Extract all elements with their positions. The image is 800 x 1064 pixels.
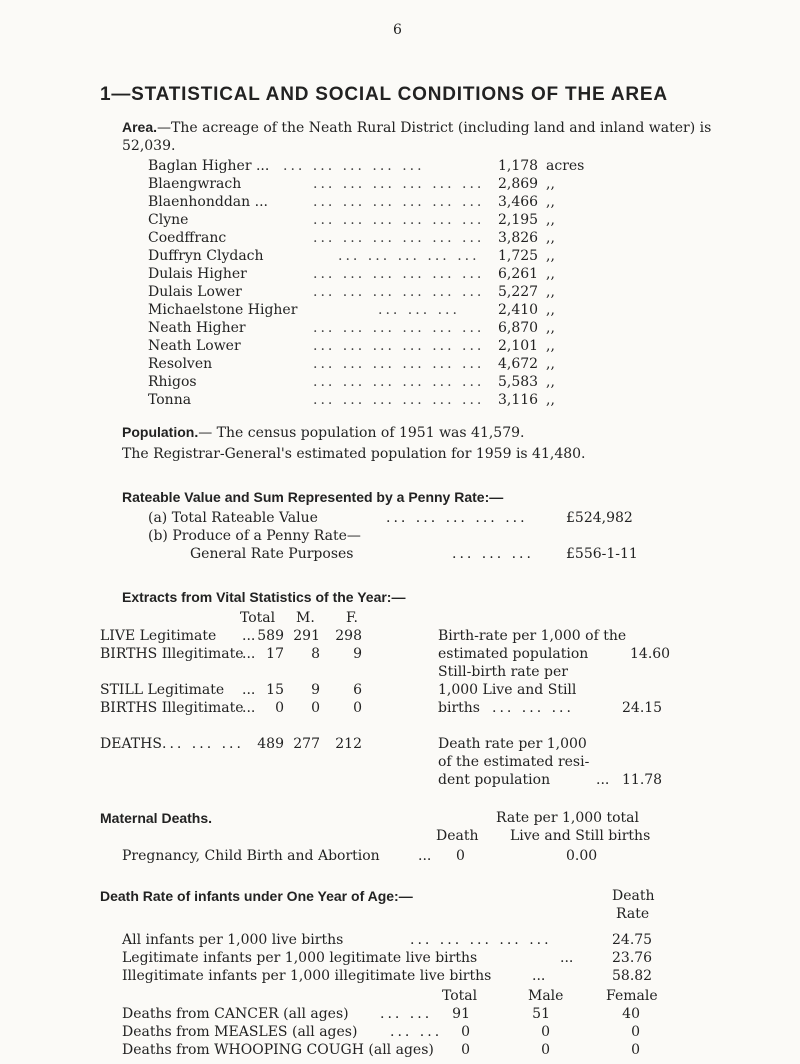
cause-row-total: 0 bbox=[461, 1042, 470, 1058]
area-row bbox=[148, 374, 628, 392]
births-illeg-label: BIRTHS Illegitimate bbox=[100, 646, 244, 662]
area-value: 6,261 bbox=[498, 266, 539, 282]
area-name: Resolven bbox=[148, 356, 213, 372]
leader-dots: ... ... ... ... ... bbox=[283, 158, 425, 174]
death-rate-line-1: Death rate per 1,000 bbox=[438, 736, 587, 752]
deaths-m: 277 bbox=[293, 736, 320, 752]
cause-row-female: 0 bbox=[631, 1042, 640, 1058]
area-name: Blaenhonddan ... bbox=[148, 194, 268, 210]
rateable-b-value: £556-1-11 bbox=[566, 546, 638, 562]
still-illeg-m: 0 bbox=[311, 700, 320, 716]
area-row bbox=[148, 176, 628, 194]
rateable-b-sub: General Rate Purposes bbox=[190, 546, 354, 562]
area-unit: ,, bbox=[546, 392, 555, 408]
area-unit: ,, bbox=[546, 356, 555, 372]
cause-row-total: 91 bbox=[452, 1006, 470, 1022]
area-unit: ,, bbox=[546, 320, 555, 336]
infant-row-value: 24.75 bbox=[612, 932, 653, 948]
leader-dots: ... ... ... ... ... ... bbox=[313, 230, 485, 246]
infant-col-2: Rate bbox=[616, 906, 650, 922]
area-row bbox=[148, 302, 628, 320]
leader-dots: ... ... ... ... ... bbox=[338, 248, 480, 264]
infant-row-dots: ... bbox=[532, 968, 546, 984]
cause-row-label: Deaths from WHOOPING COUGH (all ages) bbox=[122, 1042, 434, 1058]
area-unit: acres bbox=[546, 158, 585, 174]
area-unit: ,, bbox=[546, 194, 555, 210]
area-name: Neath Lower bbox=[148, 338, 241, 354]
page-number: 6 bbox=[393, 22, 402, 38]
area-row bbox=[148, 338, 628, 356]
population-line-2: The Registrar-General's estimated population for 1959 is 41,480. bbox=[122, 446, 586, 462]
infant-row-value: 23.76 bbox=[612, 950, 653, 966]
maternal-col-rate-1: Rate per 1,000 total bbox=[496, 810, 639, 826]
still-rate-line-1: Still-birth rate per bbox=[438, 664, 568, 680]
cause-row-label: Deaths from MEASLES (all ages) bbox=[122, 1024, 358, 1040]
population-lead: Population. bbox=[122, 424, 199, 440]
infant-heading: Death Rate of infants under One Year of Age:— bbox=[100, 888, 413, 904]
still-legit-f: 6 bbox=[353, 682, 362, 698]
death-rate-line-2: of the estimated resi- bbox=[438, 754, 590, 770]
area-value: 4,672 bbox=[498, 356, 539, 372]
births-illeg-dots: ... bbox=[242, 646, 256, 662]
cause-row-dots: ... ... bbox=[380, 1006, 433, 1022]
vital-heading: Extracts from Vital Statistics of the Year:— bbox=[122, 589, 406, 605]
area-name: Coedffranc bbox=[148, 230, 227, 246]
area-name: Dulais Lower bbox=[148, 284, 242, 300]
still-legit-total: 15 bbox=[266, 682, 284, 698]
cause-row-female: 40 bbox=[622, 1006, 640, 1022]
still-rate-line-2: 1,000 Live and Still bbox=[438, 682, 577, 698]
live-legit-f: 298 bbox=[335, 628, 362, 644]
maternal-row-death: 0 bbox=[456, 848, 465, 864]
live-legit-label: LIVE Legitimate bbox=[100, 628, 217, 644]
live-legit-total: 589 bbox=[257, 628, 284, 644]
area-lead: Area. bbox=[122, 119, 158, 135]
infant-col-1: Death bbox=[612, 888, 655, 904]
leader-dots: ... ... ... bbox=[378, 302, 460, 318]
col-total: Total bbox=[240, 610, 276, 626]
leader-dots: ... ... ... ... ... ... bbox=[313, 176, 485, 192]
rateable-heading: Rateable Value and Sum Represented by a Penny Rate:— bbox=[122, 489, 504, 505]
area-name: Michaelstone Higher bbox=[148, 302, 298, 318]
still-rate-line-3: births bbox=[438, 700, 480, 716]
deaths-f: 212 bbox=[335, 736, 362, 752]
maternal-heading: Maternal Deaths. bbox=[100, 810, 213, 826]
area-unit: ,, bbox=[546, 338, 555, 354]
rateable-a-label: (a) Total Rateable Value bbox=[148, 510, 318, 526]
col-m: M. bbox=[296, 610, 315, 626]
infant-row-dots: ... bbox=[560, 950, 574, 966]
birth-rate-line-2: estimated population bbox=[438, 646, 589, 662]
still-illeg-label: BIRTHS Illegitimate bbox=[100, 700, 244, 716]
still-legit-m: 9 bbox=[311, 682, 320, 698]
area-row-dots bbox=[148, 158, 628, 176]
leader-dots: ... ... ... ... ... ... bbox=[313, 320, 485, 336]
births-illeg-f: 9 bbox=[353, 646, 362, 662]
leader-dots: ... ... ... ... ... ... bbox=[313, 338, 485, 354]
births-illeg-m: 8 bbox=[311, 646, 320, 662]
still-rate-dots: ... ... ... bbox=[492, 700, 574, 716]
births-illeg-total: 17 bbox=[266, 646, 284, 662]
area-name: Tonna bbox=[148, 392, 192, 408]
leader-dots: ... ... ... ... ... ... bbox=[313, 284, 485, 300]
area-unit: ,, bbox=[546, 176, 555, 192]
area-value: 6,870 bbox=[498, 320, 539, 336]
area-unit: ,, bbox=[546, 230, 555, 246]
area-value: 2,869 bbox=[498, 176, 539, 192]
area-text: —The acreage of the Neath Rural District (including land and inland water) is 52,039. bbox=[122, 120, 712, 154]
causes-col-female: Female bbox=[606, 988, 658, 1004]
rateable-b-label: (b) Produce of a Penny Rate— bbox=[148, 528, 361, 544]
causes-col-total: Total bbox=[442, 988, 478, 1004]
cause-row-total: 0 bbox=[461, 1024, 470, 1040]
maternal-row-label: Pregnancy, Child Birth and Abortion bbox=[122, 848, 380, 864]
infant-row-label: Legitimate infants per 1,000 legitimate live births bbox=[122, 950, 478, 966]
infant-row-dots: ... ... ... ... ... bbox=[410, 932, 552, 948]
leader-dots: ... ... ... ... ... ... bbox=[313, 356, 485, 372]
area-unit: ,, bbox=[546, 284, 555, 300]
area-name: Clyne bbox=[148, 212, 189, 228]
still-illeg-f: 0 bbox=[353, 700, 362, 716]
area-unit: ,, bbox=[546, 248, 555, 264]
cause-row-male: 0 bbox=[541, 1024, 550, 1040]
area-name: Blaengwrach bbox=[148, 176, 242, 192]
leader-dots: ... ... ... bbox=[452, 546, 534, 562]
death-rate-dots: ... bbox=[596, 772, 610, 788]
maternal-row-rate: 0.00 bbox=[566, 848, 598, 864]
section-heading: 1—STATISTICAL AND SOCIAL CONDITIONS OF THE AREA bbox=[100, 84, 668, 105]
area-value: 3,466 bbox=[498, 194, 539, 210]
infant-row-label: All infants per 1,000 live births bbox=[122, 932, 344, 948]
area-value: 1,725 bbox=[498, 248, 539, 264]
deaths-total: 489 bbox=[257, 736, 284, 752]
area-value: 5,227 bbox=[498, 284, 539, 300]
maternal-col-rate-2: Live and Still births bbox=[510, 828, 651, 844]
area-row bbox=[148, 248, 628, 266]
infant-row-label: Illegitimate infants per 1,000 illegitimate live births bbox=[122, 968, 492, 984]
area-row bbox=[148, 266, 628, 284]
infant-row-value: 58.82 bbox=[612, 968, 653, 984]
area-value: 3,116 bbox=[498, 392, 539, 408]
area-value: 2,410 bbox=[498, 302, 539, 318]
maternal-row-dots: ... bbox=[418, 848, 432, 864]
area-value: 3,826 bbox=[498, 230, 539, 246]
area-name: Duffryn Clydach bbox=[148, 248, 264, 264]
rateable-a-value: £524,982 bbox=[566, 510, 633, 526]
birth-rate-value: 14.60 bbox=[630, 646, 671, 662]
population-text: — The census population of 1951 was 41,579. bbox=[198, 425, 525, 441]
area-row bbox=[148, 284, 628, 302]
area-name: Rhigos bbox=[148, 374, 197, 390]
area-name: Baglan Higher ... bbox=[148, 158, 270, 174]
area-row bbox=[148, 230, 628, 248]
area-name: Neath Higher bbox=[148, 320, 246, 336]
leader-dots: ... ... ... ... ... bbox=[386, 510, 528, 526]
col-f: F. bbox=[346, 610, 358, 626]
maternal-col-death: Death bbox=[436, 828, 479, 844]
leader-dots: ... ... ... ... ... ... bbox=[313, 212, 485, 228]
area-row bbox=[148, 212, 628, 230]
area-unit: ,, bbox=[546, 302, 555, 318]
cause-row-label: Deaths from CANCER (all ages) bbox=[122, 1006, 349, 1022]
area-value: 2,101 bbox=[498, 338, 539, 354]
still-illeg-total: 0 bbox=[275, 700, 284, 716]
cause-row-dots: ... ... bbox=[390, 1024, 443, 1040]
cause-row-male: 0 bbox=[541, 1042, 550, 1058]
still-legit-label: STILL Legitimate bbox=[100, 682, 225, 698]
live-legit-m: 291 bbox=[293, 628, 320, 644]
leader-dots: ... ... ... ... ... ... bbox=[313, 392, 485, 408]
still-rate-value: 24.15 bbox=[622, 700, 663, 716]
cause-row-male: 51 bbox=[532, 1006, 550, 1022]
cause-row-female: 0 bbox=[631, 1024, 640, 1040]
area-value: 1,178 bbox=[498, 158, 539, 174]
area-value: 2,195 bbox=[498, 212, 539, 228]
area-row bbox=[148, 392, 628, 410]
area-unit: ,, bbox=[546, 266, 555, 282]
leader-dots: ... ... ... ... ... ... bbox=[313, 194, 485, 210]
area-intro bbox=[122, 118, 722, 155]
area-row bbox=[148, 194, 628, 212]
birth-rate-line-1: Birth-rate per 1,000 of the bbox=[438, 628, 627, 644]
causes-col-male: Male bbox=[528, 988, 564, 1004]
deaths-dots: ... ... ... bbox=[162, 736, 244, 752]
area-row bbox=[148, 320, 628, 338]
area-unit: ,, bbox=[546, 374, 555, 390]
live-legit-dots: ... bbox=[242, 628, 256, 644]
leader-dots: ... ... ... ... ... ... bbox=[313, 266, 485, 282]
area-value: 5,583 bbox=[498, 374, 539, 390]
leader-dots: ... ... ... ... ... ... bbox=[313, 374, 485, 390]
area-row bbox=[148, 356, 628, 374]
area-unit: ,, bbox=[546, 212, 555, 228]
death-rate-value: 11.78 bbox=[622, 772, 663, 788]
area-name: Dulais Higher bbox=[148, 266, 247, 282]
population-line-1 bbox=[122, 424, 524, 441]
still-illeg-dots: ... bbox=[242, 700, 256, 716]
deaths-label: DEATHS bbox=[100, 736, 162, 752]
death-rate-line-3: dent population bbox=[438, 772, 551, 788]
still-legit-dots: ... bbox=[242, 682, 256, 698]
